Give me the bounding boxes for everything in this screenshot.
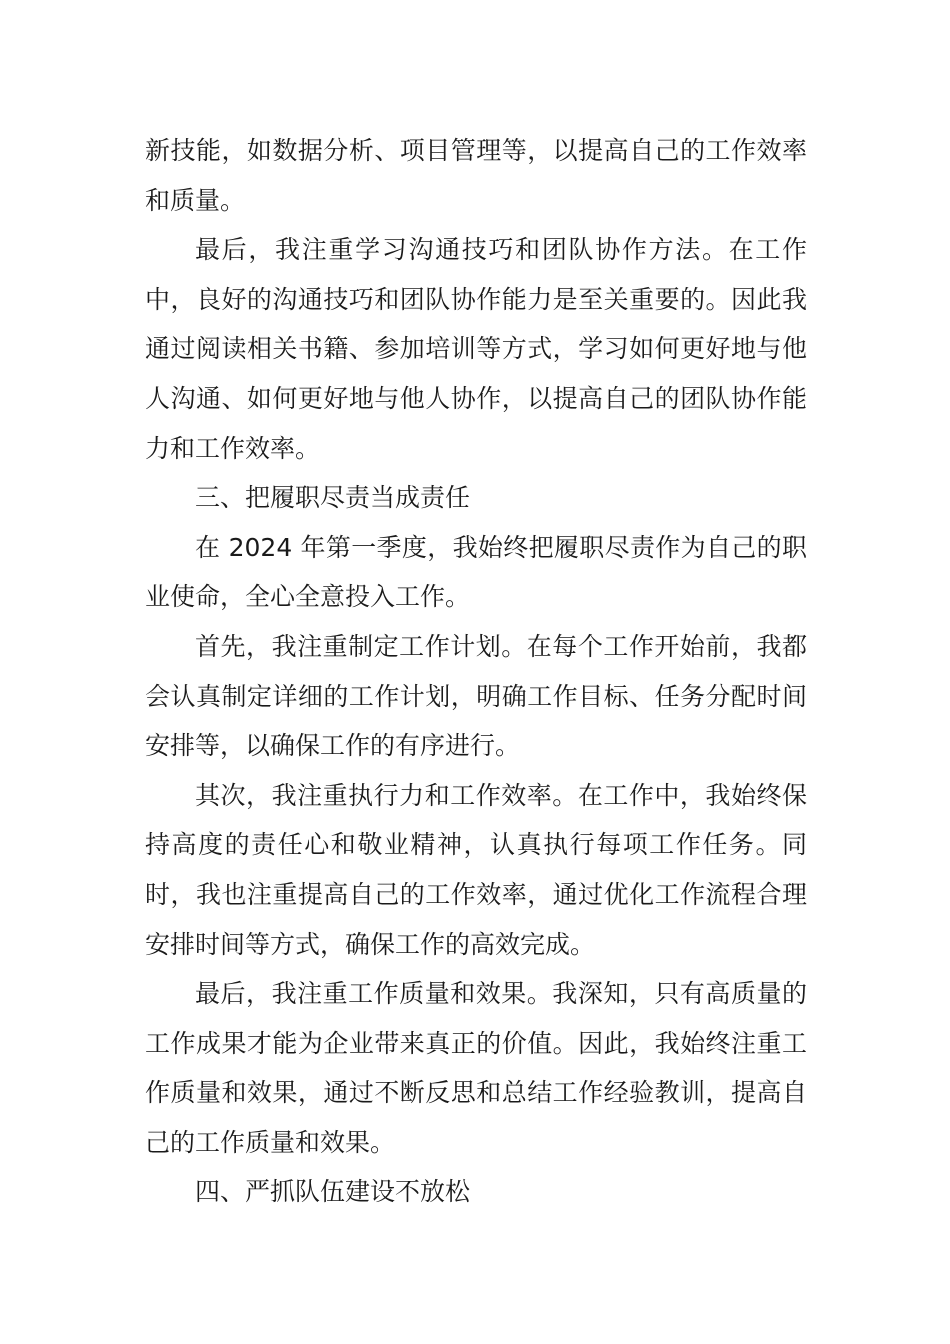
section-heading-4: 四、严抓队伍建设不放松 bbox=[195, 1177, 471, 1207]
paragraph-work-plan: 首先，我注重制定工作计划。在每个工作开始前，我都会认真制定详细的工作计划，明确工作目标、任务分配时间安排等，以确保工作的有序进行。 bbox=[145, 631, 807, 761]
document-body bbox=[145, 126, 807, 1217]
paragraph-continuation: 新技能，如数据分析、项目管理等，以提高自己的工作效率和质量。 bbox=[145, 136, 807, 215]
paragraph-execution: 其次，我注重执行力和工作效率。在工作中，我始终保持高度的责任心和敬业精神，认真执行每项工作任务。同时，我也注重提高自己的工作效率，通过优化工作流程合理安排时间等方式，确保工作的高效完成。 bbox=[145, 780, 807, 959]
section-heading-3: 三、把履职尽责当成责任 bbox=[195, 483, 471, 513]
paragraph-q1-intro: 在 2024 年第一季度，我始终把履职尽责作为自己的职业使命，全心全意投入工作。 bbox=[145, 532, 807, 612]
paragraph-communication-skills: 最后，我注重学习沟通技巧和团队协作方法。在工作中，良好的沟通技巧和团队协作能力是至关重要的。因此我通过阅读相关书籍、参加培训等方式，学习如何更好地与他人沟通、如何更好地与他人协作，以提高自己的团队协作能力和工作效率。 bbox=[145, 235, 807, 463]
paragraph-quality: 最后，我注重工作质量和效果。我深知，只有高质量的工作成果才能为企业带来真正的价值。因此，我始终注重工作质量和效果，通过不断反思和总结工作经验教训，提高自己的工作质量和效果。 bbox=[145, 979, 807, 1157]
